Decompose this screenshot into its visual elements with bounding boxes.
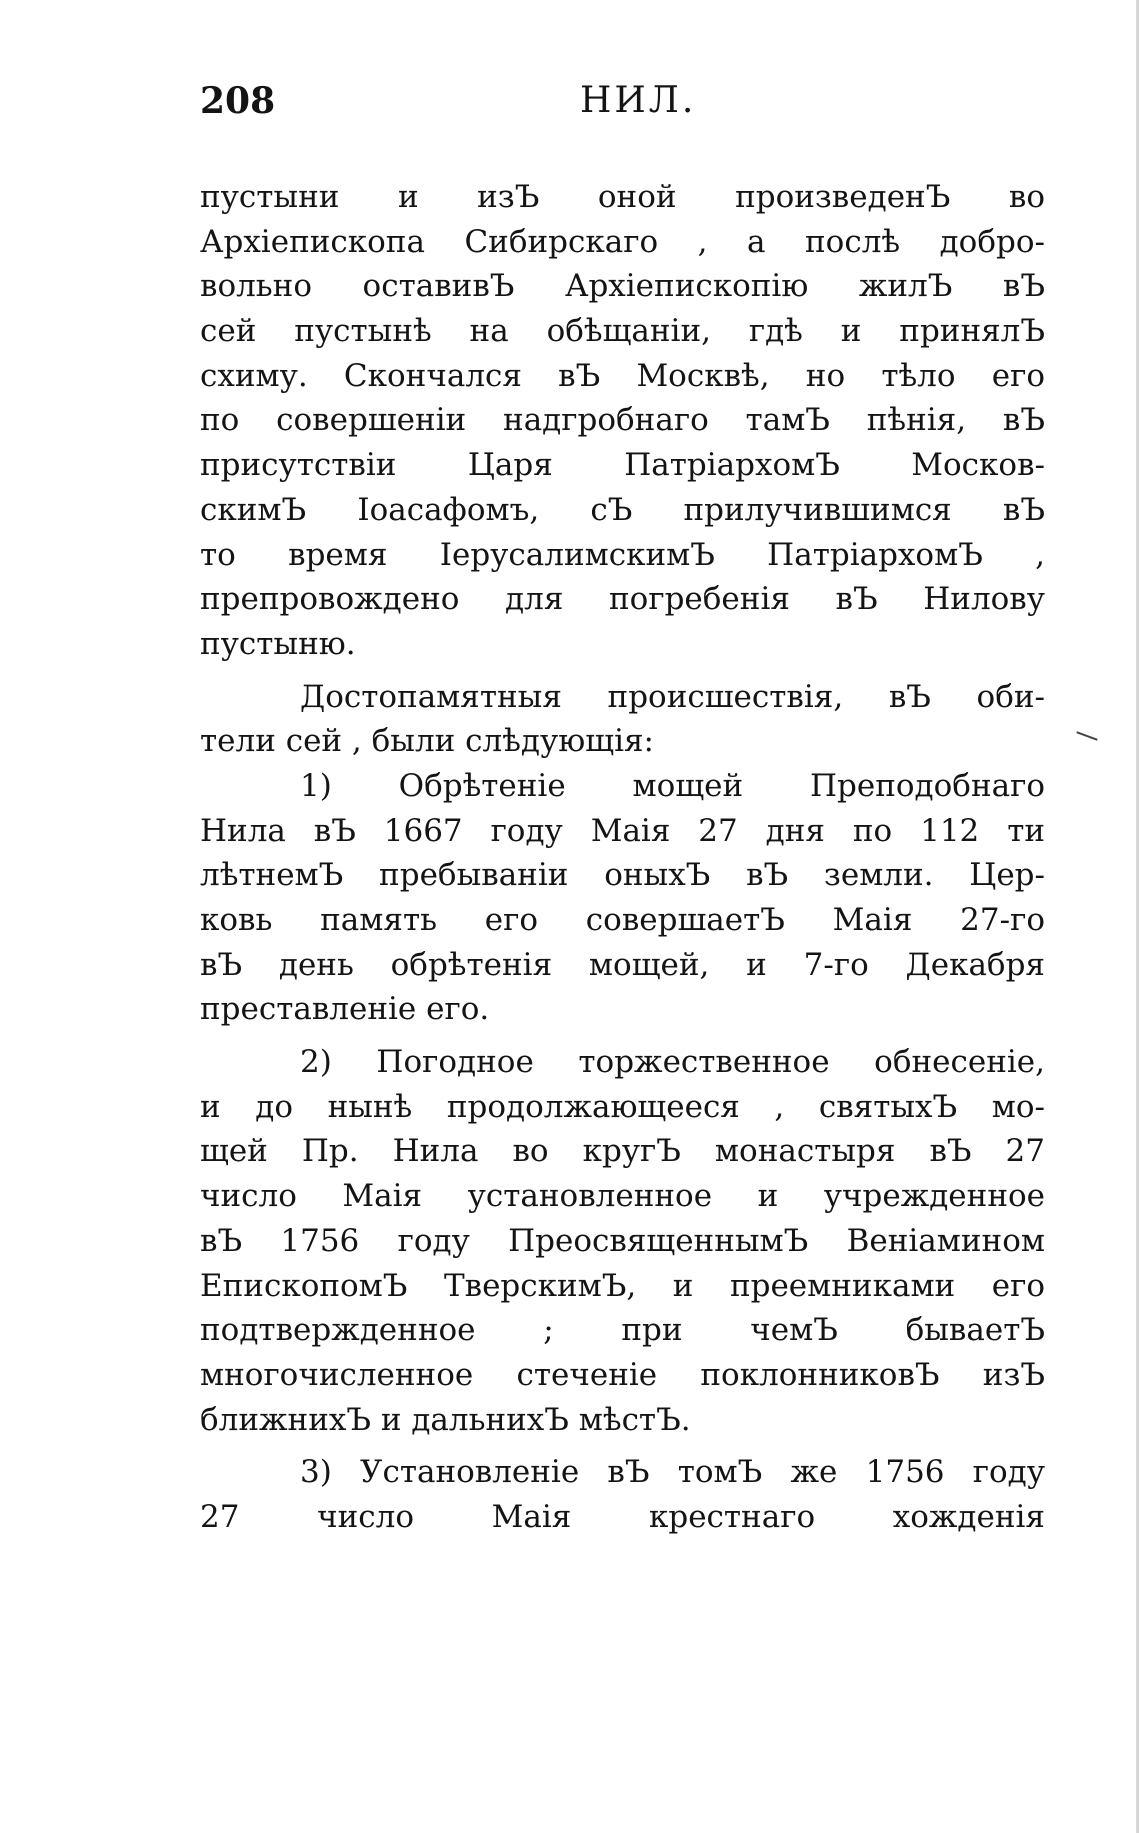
text-line: скимЪ Iоасафомъ, сЪ прилучившимся вЪ [200,491,1045,528]
running-head: НИЛ. [580,80,697,121]
list-item-3-line: 3) Установленiе вЪ томЪ же 1756 году [300,1454,1045,1491]
text-line: Достопамятныя происшествiя, вЪ оби- [300,678,1045,715]
text-line: ближнихЪ и дальнихЪ мѣстЪ. [200,1401,691,1438]
list-item-1-line: 1) Обрѣтенiе мощей Преподобнаго [300,767,1045,804]
text-line: схиму. Скончался вЪ Москвѣ, но тѣло его [200,357,1045,394]
text-line: преставленiе его. [200,991,490,1028]
list-item-2-line: 2) Погодное торжественное обнесенiе, [300,1044,1045,1081]
text-line: 27 число Маiя крестнаго хожденiя [200,1498,1045,1535]
text-line: щей Пр. Нила во кругЪ монастыря вЪ 27 [200,1133,1045,1170]
margin-mark [1076,731,1097,740]
text-line: подтвержденное ; при чемЪ бываетЪ [200,1312,1045,1349]
page-header [200,80,1050,140]
text-line: присутствiи Царя ПатрiархомЪ Москов- [200,447,1045,484]
text-line: вЪ день обрѣтенiя мощей, и 7-го Декабря [200,946,1045,983]
text-line: по совершенiи надгробнаго тамЪ пѣнiя, вЪ [200,402,1045,439]
text-line: многочисленное стеченiе поклонниковЪ изЪ [200,1356,1045,1393]
text-line: вЪ 1756 году ПреосвященнымЪ Венiамином [200,1222,1045,1259]
text-line: препровождено для погребенiя вЪ Нилову [200,581,1045,618]
text-line: пустыню. [200,625,356,662]
text-line: ЕпископомЪ ТверскимЪ, и преемниками его [200,1267,1045,1304]
text-line: Нила вЪ 1667 году Маiя 27 дня по 112 ти [200,812,1045,849]
text-line: вольно оставивЪ Архiепископiю жилЪ вЪ [200,268,1045,305]
text-line: то время IерусалимскимЪ ПатрiархомЪ , [200,536,1045,573]
page-number: 208 [200,80,276,122]
text-line: число Маiя установленное и учрежденное [200,1178,1045,1215]
text-line: пустыни и изЪ оной произведенЪ во [200,179,1045,215]
text-line: сей пустынѣ на обѣщанiи, гдѣ и принялЪ [200,313,1045,350]
body-text [200,175,1045,1540]
text-line: Архiепископа Сибирскаго , а послѣ добро- [200,223,1045,260]
text-line: тели сей , были слѣдующiя: [200,723,654,760]
page-edge-shadow [1136,0,1139,1833]
text-line: лѣтнемЪ пребыванiи оныхЪ вЪ земли. Цер- [200,857,1045,894]
text-line: и до нынѣ продолжающееся , святыхЪ мо- [200,1088,1045,1125]
text-line: ковь память его совершаетЪ Маiя 27-го [200,902,1045,938]
